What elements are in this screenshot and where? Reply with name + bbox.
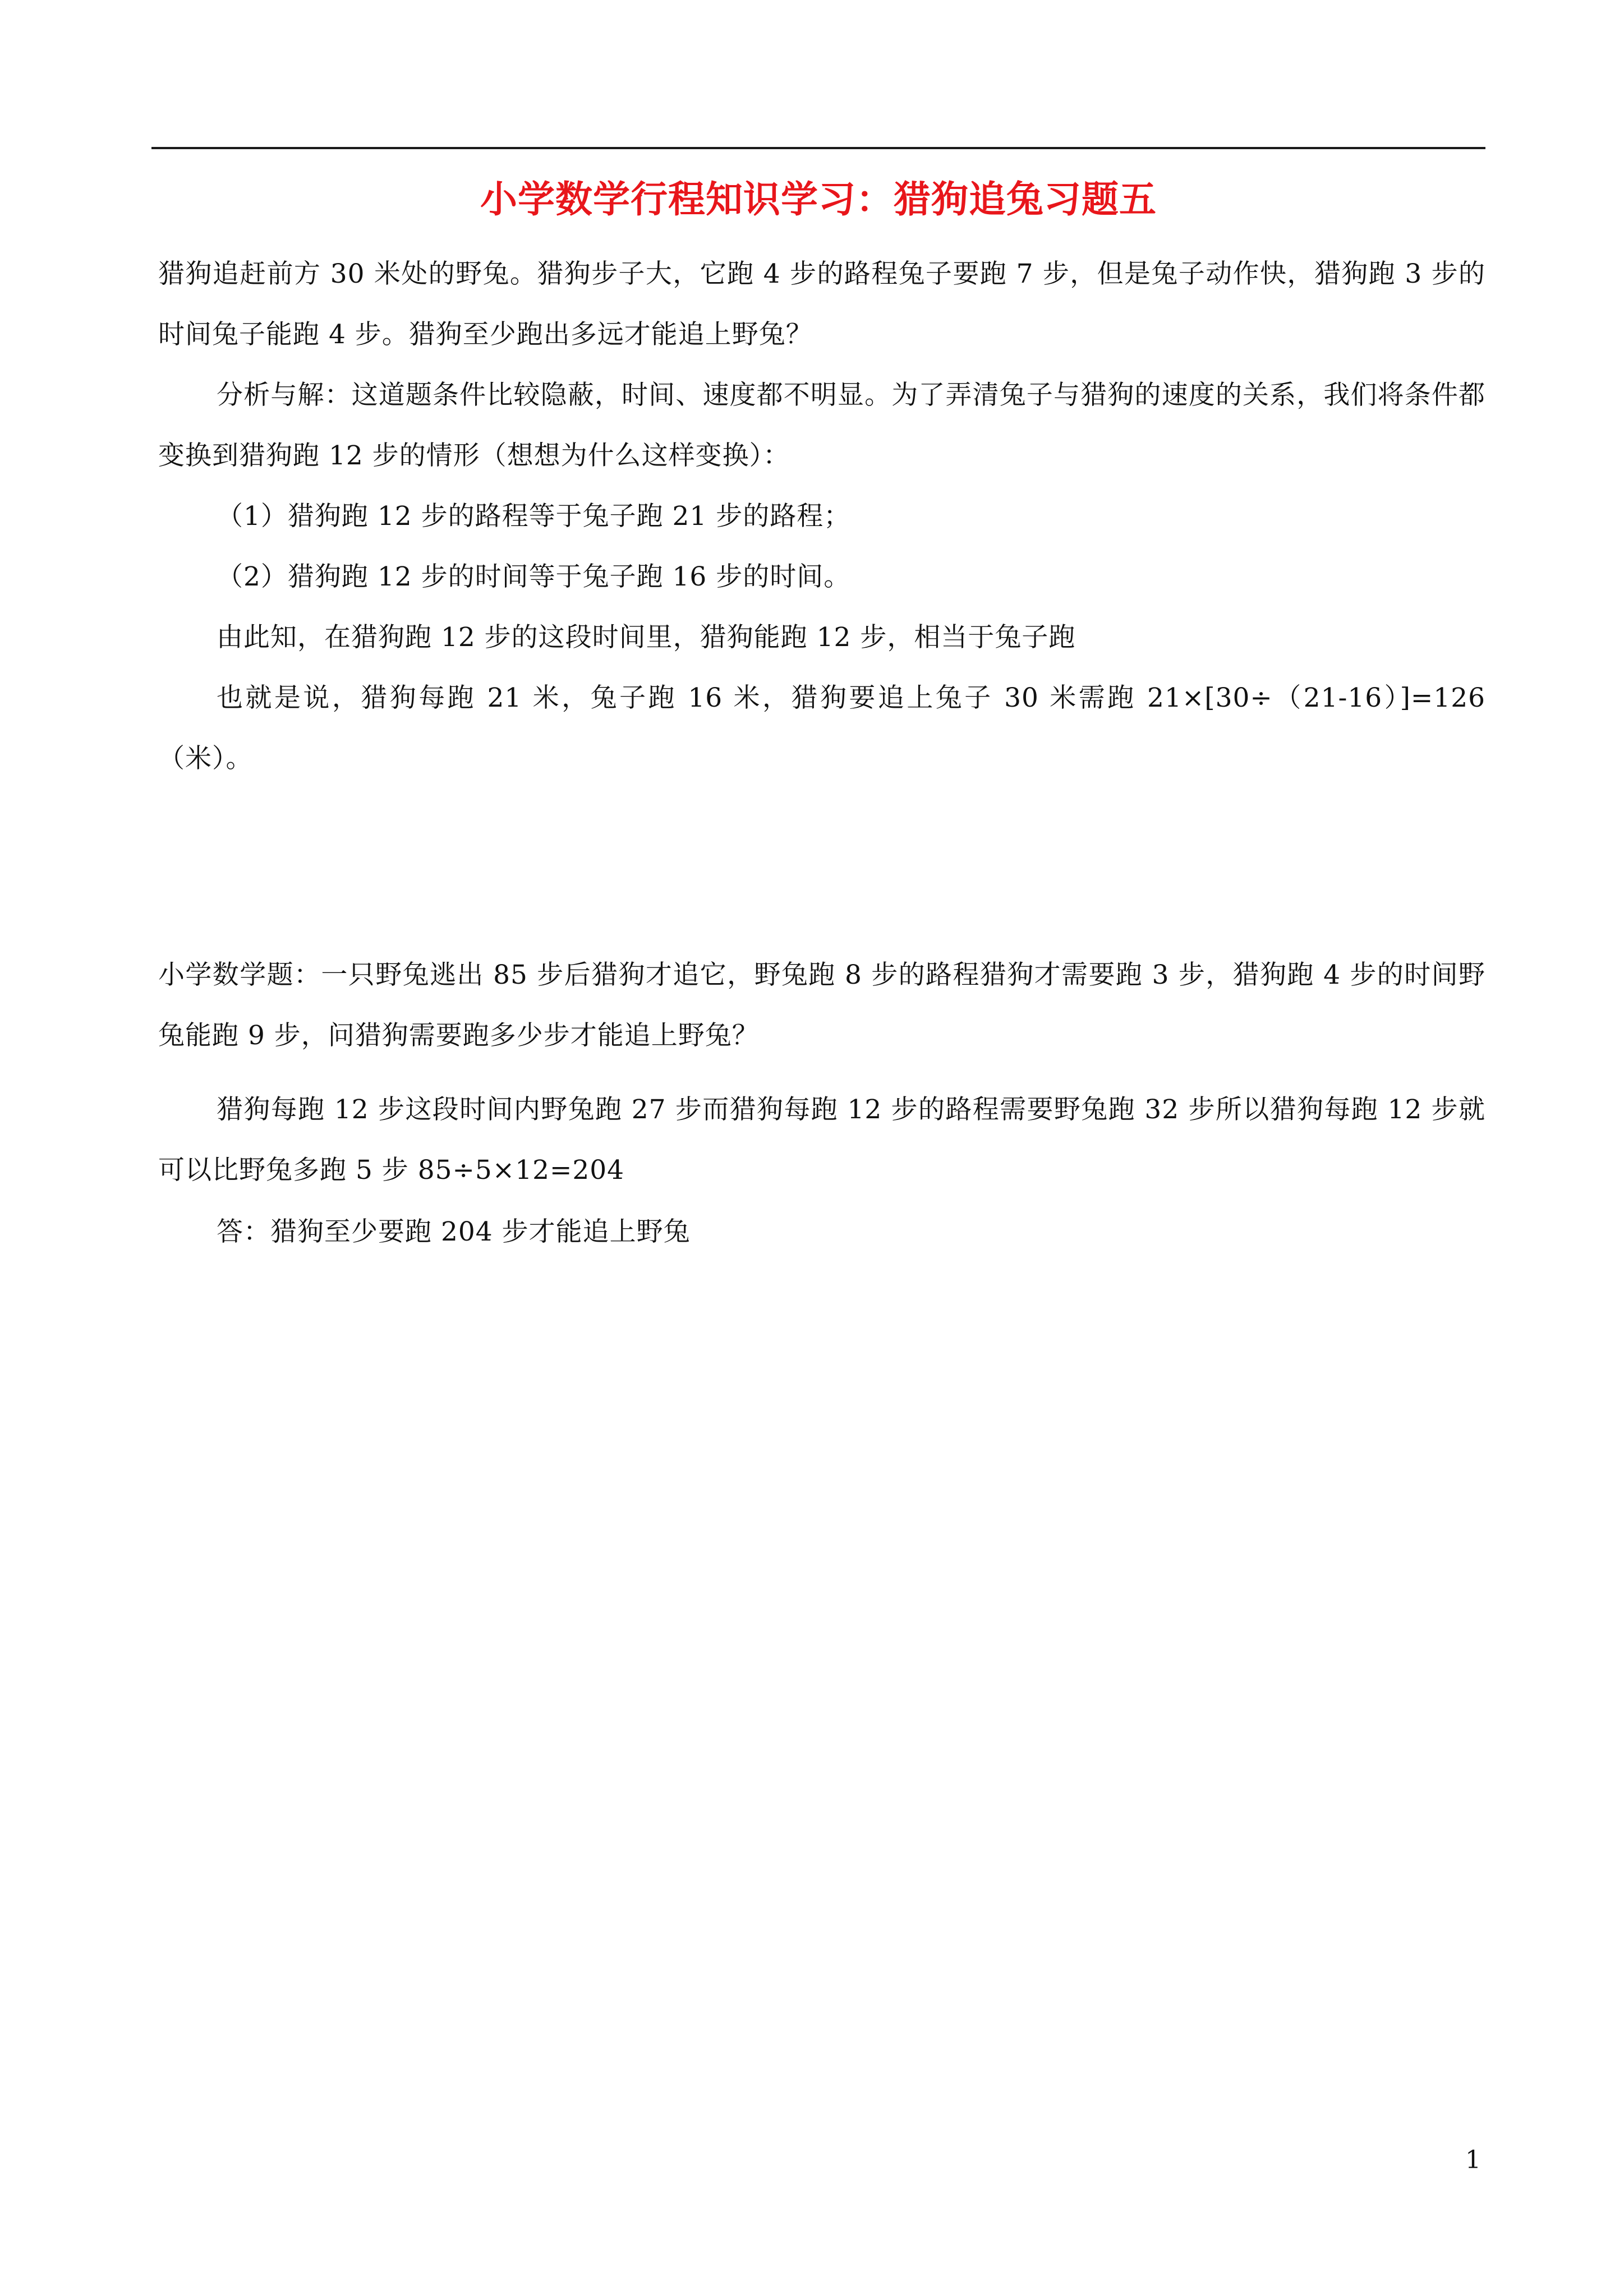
problem1-result: 也就是说，猎狗每跑 21 米，兔子跑 16 米，猎狗要追上兔子 30 米需跑 21×[30÷（21-16）]=126（米）。 [158,683,1485,774]
problem1-question: 猎狗追赶前方 30 米处的野兔。猎狗步子大，它跑 4 步的路程兔子要跑 7 步，但是兔子动作快，猎狗跑 3 步的时间兔子能跑 4 步。猎狗至少跑出多远才能追上野兔？ [158,259,1485,350]
page-title: 小学数学行程知识学习：猎狗追兔习题五 [480,177,1157,221]
problem2-answer: 答：猎狗至少要跑 204 步才能追上野兔 [217,1216,691,1247]
page-number: 1 [1465,2146,1481,2174]
problem1-analysis: 分析与解：这道题条件比较隐蔽，时间、速度都不明显。为了弄清兔子与猎狗的速度的关系，我们将条件都变换到猎狗跑 12 步的情形（想想为什么这样变换）： [158,380,1485,471]
problem2-question: 小学数学题：一只野兔逃出 85 步后猎狗才追它，野兔跑 8 步的路程猎狗才需要跑 3 步，猎狗跑 4 步的时间野兔能跑 9 步，问猎狗需要跑多少步才能追上野兔？ [158,960,1485,1051]
problem1-point-1: （1）猎狗跑 12 步的路程等于兔子跑 21 步的路程； [217,501,851,532]
problem1-point-2: （2）猎狗跑 12 步的时间等于兔子跑 16 步的时间。 [217,561,851,592]
problem2-solution: 猎狗每跑 12 步这段时间内野兔跑 27 步而猎狗每跑 12 步的路程需要野兔跑 32 步所以猎狗每跑 12 步就可以比野兔多跑 5 步 85÷5×12=204 [158,1094,1485,1186]
header-rule [151,147,1485,149]
problem1-conclusion: 由此知，在猎狗跑 12 步的这段时间里，猎狗能跑 12 步，相当于兔子跑 [217,622,1076,653]
